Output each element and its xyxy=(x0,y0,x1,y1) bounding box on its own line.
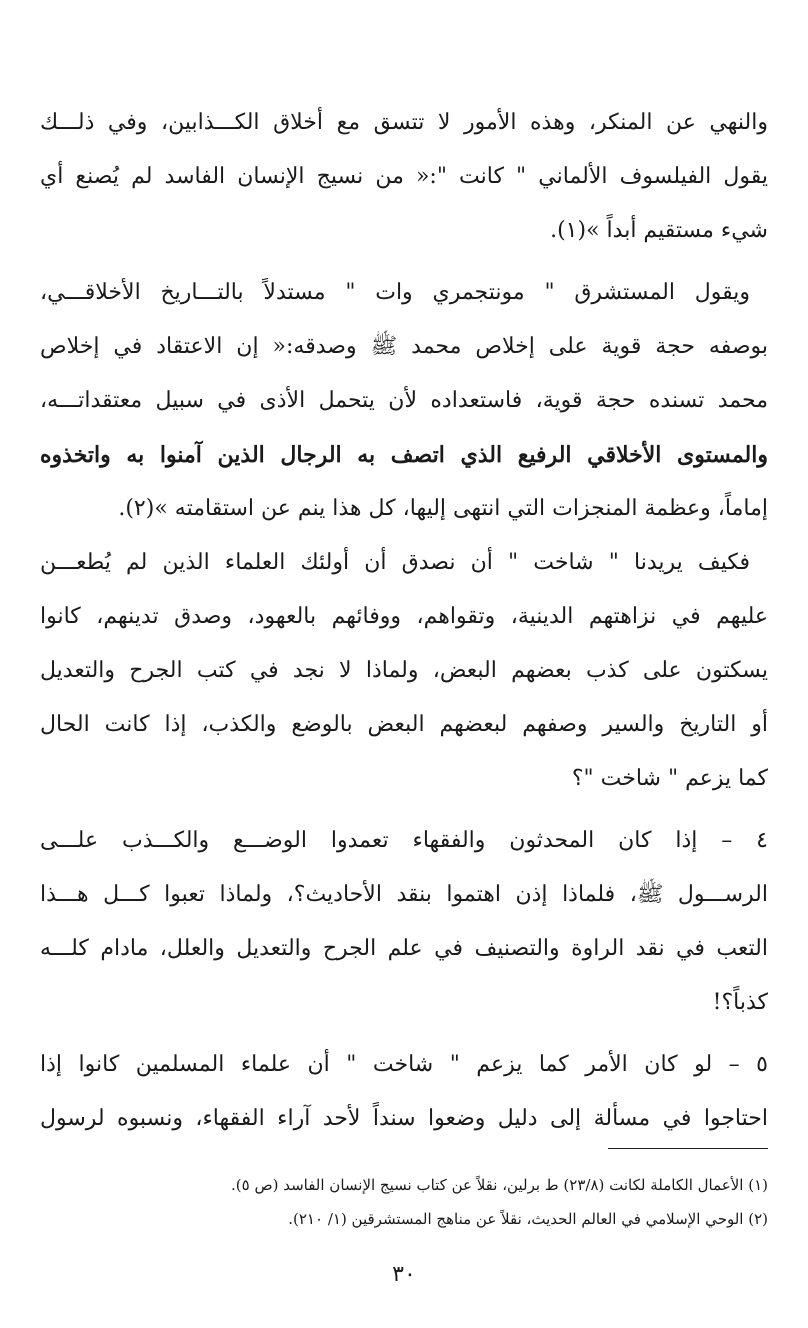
body-line: كذباً؟! xyxy=(712,990,768,1015)
body-line-bold: والمستوى الأخلاقي الرفيع الذي اتصف به الرجال الذين آمنوا به واتخذوه xyxy=(40,442,768,468)
page-body xyxy=(40,96,768,1146)
footnotes xyxy=(40,1168,768,1236)
footnote-2: (٢) الوحي الإسلامي في العالم الحديث، نقلاً عن مناهج المستشرقين (١/ ٢١٠). xyxy=(288,1210,768,1228)
body-line: التعب في نقد الراوة والتصنيف في علم الجرح والتعديل والعلل، مادام كلـــه xyxy=(40,936,768,961)
body-line: الرســـول ﷺ، فلماذا إذن اهتموا بنقد الأحاديث؟، ولماذا تعبوا كـــل هـــذا xyxy=(40,882,768,907)
body-line: محمد تسنده حجة قوية، فاستعداده لأن يتحمل الأذى في سبيل معتقداتـــه، xyxy=(40,388,768,413)
body-line: ٤ – إذا كان المحدثون والفقهاء تعمدوا الوضـــع والكـــذب علـــى xyxy=(40,828,768,853)
body-line: فكيف يريدنا " شاخت " أن نصدق أن أولئك العلماء الذين لم يُطعـــن xyxy=(40,550,750,575)
body-line: بوصفه حجة قوية على إخلاص محمد ﷺ وصدقه:« إن الاعتقاد في إخلاص xyxy=(40,334,768,359)
body-line: عليهم في نزاهتهم الدينية، وتقواهم، ووفائهم بالعهود، وصدق تدينهم، كانوا xyxy=(40,604,768,629)
body-line: شيء مستقيم أبداً »(١). xyxy=(550,218,768,243)
footnote-1: (١) الأعمال الكاملة لكانت (٢٣/٨) ط برلين، نقلاً عن كتاب نسيج الإنسان الفاسد (ص ٥). xyxy=(230,1176,768,1194)
body-line: كما يزعم " شاخت "؟ xyxy=(571,766,768,791)
body-line: ٥ – لو كان الأمر كما يزعم " شاخت " أن علماء المسلمين كانوا إذا xyxy=(40,1052,768,1077)
body-line: يسكتون على كذب بعضهم البعض، ولماذا لا نجد في كتب الجرح والتعديل xyxy=(40,658,768,683)
body-line: والنهي عن المنكر، وهذه الأمور لا تتسق مع أخلاق الكـــذابين، وفي ذلـــك xyxy=(40,110,768,135)
body-line: احتاجوا في مسألة إلى دليل وضعوا سنداً لأحد آراء الفقهاء، ونسبوه لرسول xyxy=(40,1106,768,1131)
footnote-divider xyxy=(608,1148,768,1149)
body-line: إماماً، وعظمة المنجزات التي انتهى إليها، كل هذا ينم عن استقامته »(٢). xyxy=(118,496,768,521)
body-line: أو التاريخ والسير وصفهم لبعضهم البعض بالوضع والكذب، إذا كانت الحال xyxy=(40,712,768,737)
page-number: ٣٠ xyxy=(392,1262,416,1287)
body-line: ويقول المستشرق " مونتجمري وات " مستدلاً بالتـــاريخ الأخلاقـــي، xyxy=(40,280,750,305)
body-line: يقول الفيلسوف الألماني " كانت ":« من نسيج الإنسان الفاسد لم يُصنع أي xyxy=(40,164,768,189)
